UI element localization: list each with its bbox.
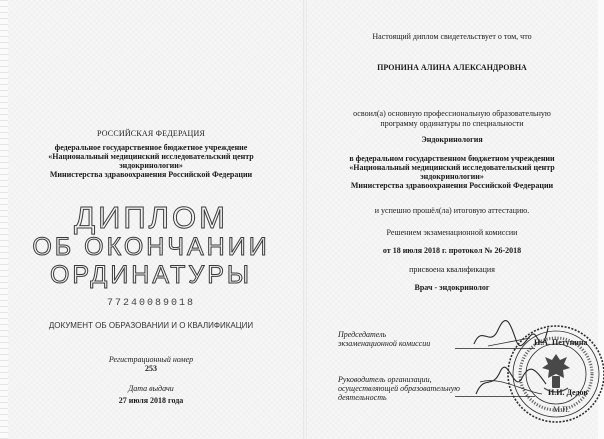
serial-number: 77240089018 [106,298,196,309]
specialty: Эндокринология [421,135,483,144]
chair-name: Н.А. Петунина [534,338,588,347]
left-institution-line2: «Национальный медицинский исследовательский центр [48,152,254,161]
right-institution-line1: в федеральном государственном бюджетном учреждении [349,154,555,163]
reg-number-label: Регистрационный номер [108,355,194,364]
left-institution-line3: эндокринологии» [119,161,183,170]
commission-decision: Решением экзаменационной комиссии [386,228,518,237]
diploma-title-line3: ОРДИНАТУРЫ [49,261,253,289]
document-type: ДОКУМЕНТ ОБ ОБРАЗОВАНИИ И О КВАЛИФИКАЦИИ [48,321,254,330]
chair-label-line2: экзаменационной комиссии [338,339,431,348]
qualification: Врач - эндокринолог [414,283,490,292]
intro-text: Настоящий диплом свидетельствует о том, что [372,32,532,41]
reg-number: 253 [145,364,157,373]
center-fold [303,0,307,439]
head-label-line2: осуществляющей образовательную [338,384,460,393]
chair-label-line1: Председатель [338,330,387,339]
stamp-mark: М.П. [553,405,570,414]
diploma-title-line1: ДИПЛОМ [74,200,228,235]
issue-date-label: Дата выдачи [128,384,174,393]
right-institution-line3: эндокринологии» [420,172,484,181]
country-label: РОССИЙСКАЯ ФЕДЕРАЦИЯ [96,129,206,138]
mastered-line2: программу ординатуры по специальности [380,119,524,128]
right-ministry: Министерства здравоохранения Российской Федерации [350,181,554,190]
qualification-awarded: присвоена квалификация [409,265,495,274]
right-institution-line2: «Национальный медицинский исследовательский центр [349,163,555,172]
head-label-line1: Руководитель организации, [338,375,432,384]
left-ministry: Министерства здравоохранения Российской Федерации [49,170,253,179]
left-edge-perforation [0,0,8,439]
head-name: И.И. Дедов [548,388,588,397]
diploma-title-line2: ОБ ОКОНЧАНИИ [32,233,270,261]
graduate-name: ПРОНИНА АЛИНА АЛЕКСАНДРОВНА [377,63,527,72]
left-institution-line1: федеральное государственное бюджетное учреждение [54,143,248,152]
issue-date: 27 июля 2018 года [118,396,184,405]
attestation-text: и успешно прошёл(ла) итоговую аттестацию. [374,206,530,215]
official-seal [500,318,604,428]
head-label-line3: деятельность [338,393,387,402]
protocol-line: от 18 июля 2018 г. протокол № 26-2018 [382,246,522,255]
mastered-line1: освоил(а) основную профессиональную образовательную [353,109,551,118]
